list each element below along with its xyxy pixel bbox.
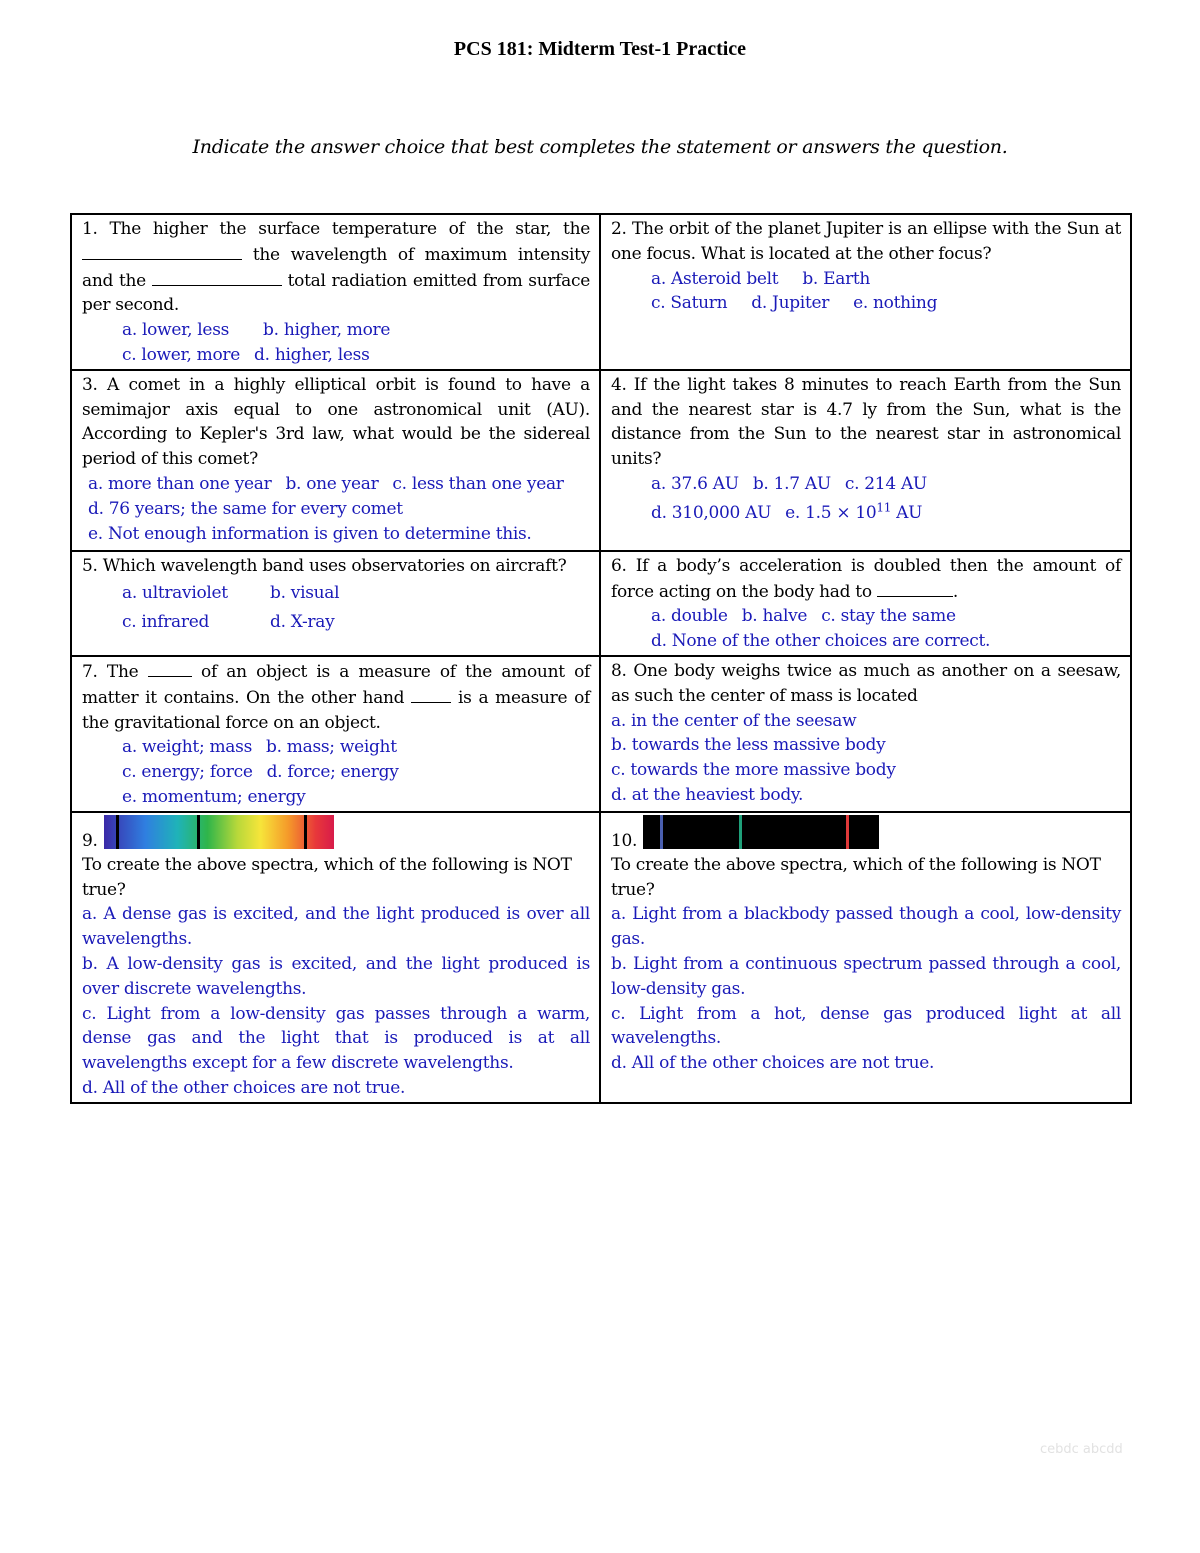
option-a[interactable]: a. ultraviolet <box>122 582 228 603</box>
question-6 <box>600 551 1131 656</box>
spectrum-band <box>104 815 334 849</box>
emission-line <box>846 815 849 849</box>
question-7 <box>71 656 600 812</box>
option-c[interactable]: c. stay the same <box>821 606 956 627</box>
question-7-options-row2 <box>82 760 590 785</box>
option-d[interactable]: d. Jupiter <box>751 293 830 314</box>
option-a[interactable]: a. A dense gas is excited, and the light produced is over all wavelengths. <box>82 904 590 950</box>
option-b[interactable]: b. higher, more <box>263 320 391 341</box>
option-b[interactable]: b. Earth <box>802 268 871 289</box>
question-10-stem: To create the above spectra, which of the following is NOT true? <box>611 854 1101 900</box>
question-7-stem: 7. The of an object is a measure of the amount of matter it contains. On the other hand is a measure of the gravitational force on an object. <box>82 659 590 735</box>
watermark: cebdc abcdd <box>1040 1442 1123 1457</box>
question-number: 10. <box>611 830 638 851</box>
question-1-options-row2 <box>82 343 590 368</box>
question-8-stem: 8. One body weighs twice as much as another on a seesaw, as such the center of mass is located <box>611 660 1121 706</box>
option-d[interactable]: d. None of the other choices are correct. <box>651 631 991 652</box>
question-2-options-row2 <box>611 291 1121 316</box>
absorption-spectrum-image <box>104 815 334 849</box>
question-4-options-row1 <box>611 472 1121 497</box>
emission-line <box>660 815 663 849</box>
option-d[interactable]: d. higher, less <box>254 344 370 365</box>
option-c[interactable]: c. Light from a hot, dense gas produced light at all wavelengths. <box>611 1003 1121 1049</box>
question-1-stem: 1. The higher the surface temperature of the star, the the wavelength of maximum intensity and the total radiation emitted from surface per second. <box>82 219 590 316</box>
answer-blank <box>877 579 953 597</box>
option-b[interactable]: b. halve <box>741 606 808 627</box>
option-d[interactable]: d. at the heaviest body. <box>611 784 804 805</box>
option-a[interactable]: a. double <box>651 606 728 627</box>
option-c[interactable]: c. lower, more <box>122 344 241 365</box>
emission-line <box>739 815 742 849</box>
option-a[interactable]: a. lower, less <box>122 320 230 341</box>
question-1 <box>71 214 600 370</box>
question-2-options-row1 <box>611 267 1121 292</box>
table-row <box>71 214 1131 370</box>
page-title: PCS 181: Midterm Test-1 Practice <box>453 38 747 60</box>
question-number: 9. <box>82 830 98 851</box>
option-d[interactable]: d. X-ray <box>270 612 335 633</box>
table-row <box>71 656 1131 812</box>
question-4-stem: 4. If the light takes 8 minutes to reach Earth from the Sun and the nearest star is 4.7 ly from the Sun, what is the distance from the Sun to the nearest star in astronomical units? <box>611 374 1121 470</box>
question-1-options-row1 <box>82 318 590 343</box>
question-table <box>70 213 1132 1104</box>
emission-spectrum-image <box>643 815 879 849</box>
option-e[interactable]: e. $1.5 \times 10^{11}$ AU <box>785 500 923 523</box>
option-a[interactable]: a. Asteroid belt <box>651 268 779 289</box>
option-d[interactable]: d. force; energy <box>266 762 399 783</box>
question-5-options <box>82 579 590 638</box>
absorption-line <box>304 815 307 849</box>
question-3 <box>71 370 600 551</box>
table-row <box>71 551 1131 656</box>
question-9-stem: To create the above spectra, which of the following is NOT true? <box>82 854 572 900</box>
question-10-header <box>611 815 1121 853</box>
option-b[interactable]: b. towards the less massive body <box>611 735 886 756</box>
answer-blank <box>82 242 242 260</box>
option-b[interactable]: b. 1.7 AU <box>752 473 831 494</box>
option-a[interactable]: a. Light from a blackbody passed though a cool, low-density gas. <box>611 904 1121 950</box>
option-c[interactable]: c. Saturn <box>651 293 728 314</box>
question-3-stem: 3. A comet in a highly elliptical orbit is found to have a semimajor axis equal to one astronomical unit (AU). According to Kepler's 3rd law, what would be the sidereal period of this comet? <box>82 374 590 470</box>
option-c[interactable]: c. infrared <box>122 612 210 633</box>
option-c[interactable]: c. 214 AU <box>844 473 927 494</box>
question-5-stem: 5. Which wavelength band uses observatories on aircraft? <box>82 555 567 576</box>
question-5 <box>71 551 600 656</box>
table-row <box>71 370 1131 551</box>
answer-blank <box>152 268 282 286</box>
question-2 <box>600 214 1131 370</box>
answer-blank <box>148 659 192 677</box>
instructions: Indicate the answer choice that best completes the statement or answers the question. <box>192 136 1008 158</box>
absorption-line <box>116 815 119 849</box>
absorption-line <box>197 815 200 849</box>
question-3-options-row1 <box>82 472 590 497</box>
option-c[interactable]: c. towards the more massive body <box>611 760 896 781</box>
option-a[interactable]: a. more than one year <box>88 473 272 494</box>
answer-blank <box>411 685 451 703</box>
option-b[interactable]: b. visual <box>270 582 340 603</box>
option-b[interactable]: b. one year <box>285 473 379 494</box>
option-b[interactable]: b. A low-density gas is excited, and the light produced is over discrete wavelengths. <box>82 953 590 999</box>
option-c[interactable]: c. less than one year <box>392 473 564 494</box>
option-d[interactable]: d. All of the other choices are not true. <box>611 1053 935 1074</box>
option-b[interactable]: b. Light from a continuous spectrum passed through a cool, low-density gas. <box>611 953 1121 999</box>
question-7-options-row1 <box>82 735 590 760</box>
option-d[interactable]: d. All of the other choices are not true. <box>82 1077 406 1098</box>
option-c[interactable]: c. Light from a low-density gas passes through a warm, dense gas and the light that is produced is at all wavelengths except for a few discrete wavelengths. <box>82 1003 590 1074</box>
option-e[interactable]: e. nothing <box>853 293 938 314</box>
question-9 <box>71 812 600 1103</box>
spectrum-band <box>643 815 879 849</box>
option-d[interactable]: d. 76 years; the same for every comet <box>88 498 403 519</box>
option-a[interactable]: a. 37.6 AU <box>651 473 739 494</box>
option-e[interactable]: e. Not enough information is given to determine this. <box>88 523 532 544</box>
option-d[interactable]: d. 310,000 AU <box>651 502 772 523</box>
option-c[interactable]: c. energy; force <box>122 762 253 783</box>
option-a[interactable]: a. weight; mass <box>122 737 252 758</box>
question-10 <box>600 812 1131 1103</box>
question-6-options-row1 <box>611 604 1121 629</box>
question-2-stem: 2. The orbit of the planet Jupiter is an ellipse with the Sun at one focus. What is located at the other focus? <box>611 219 1121 264</box>
question-9-header <box>82 815 590 853</box>
question-6-stem: 6. If a body’s acceleration is doubled then the amount of force acting on the body had to . <box>611 555 1121 602</box>
option-e[interactable]: e. momentum; energy <box>122 786 306 807</box>
question-8 <box>600 656 1131 812</box>
question-4 <box>600 370 1131 551</box>
question-4-options-row2 <box>611 497 1121 529</box>
option-a[interactable]: a. in the center of the seesaw <box>611 710 857 731</box>
table-row <box>71 812 1131 1103</box>
option-b[interactable]: b. mass; weight <box>266 737 397 758</box>
